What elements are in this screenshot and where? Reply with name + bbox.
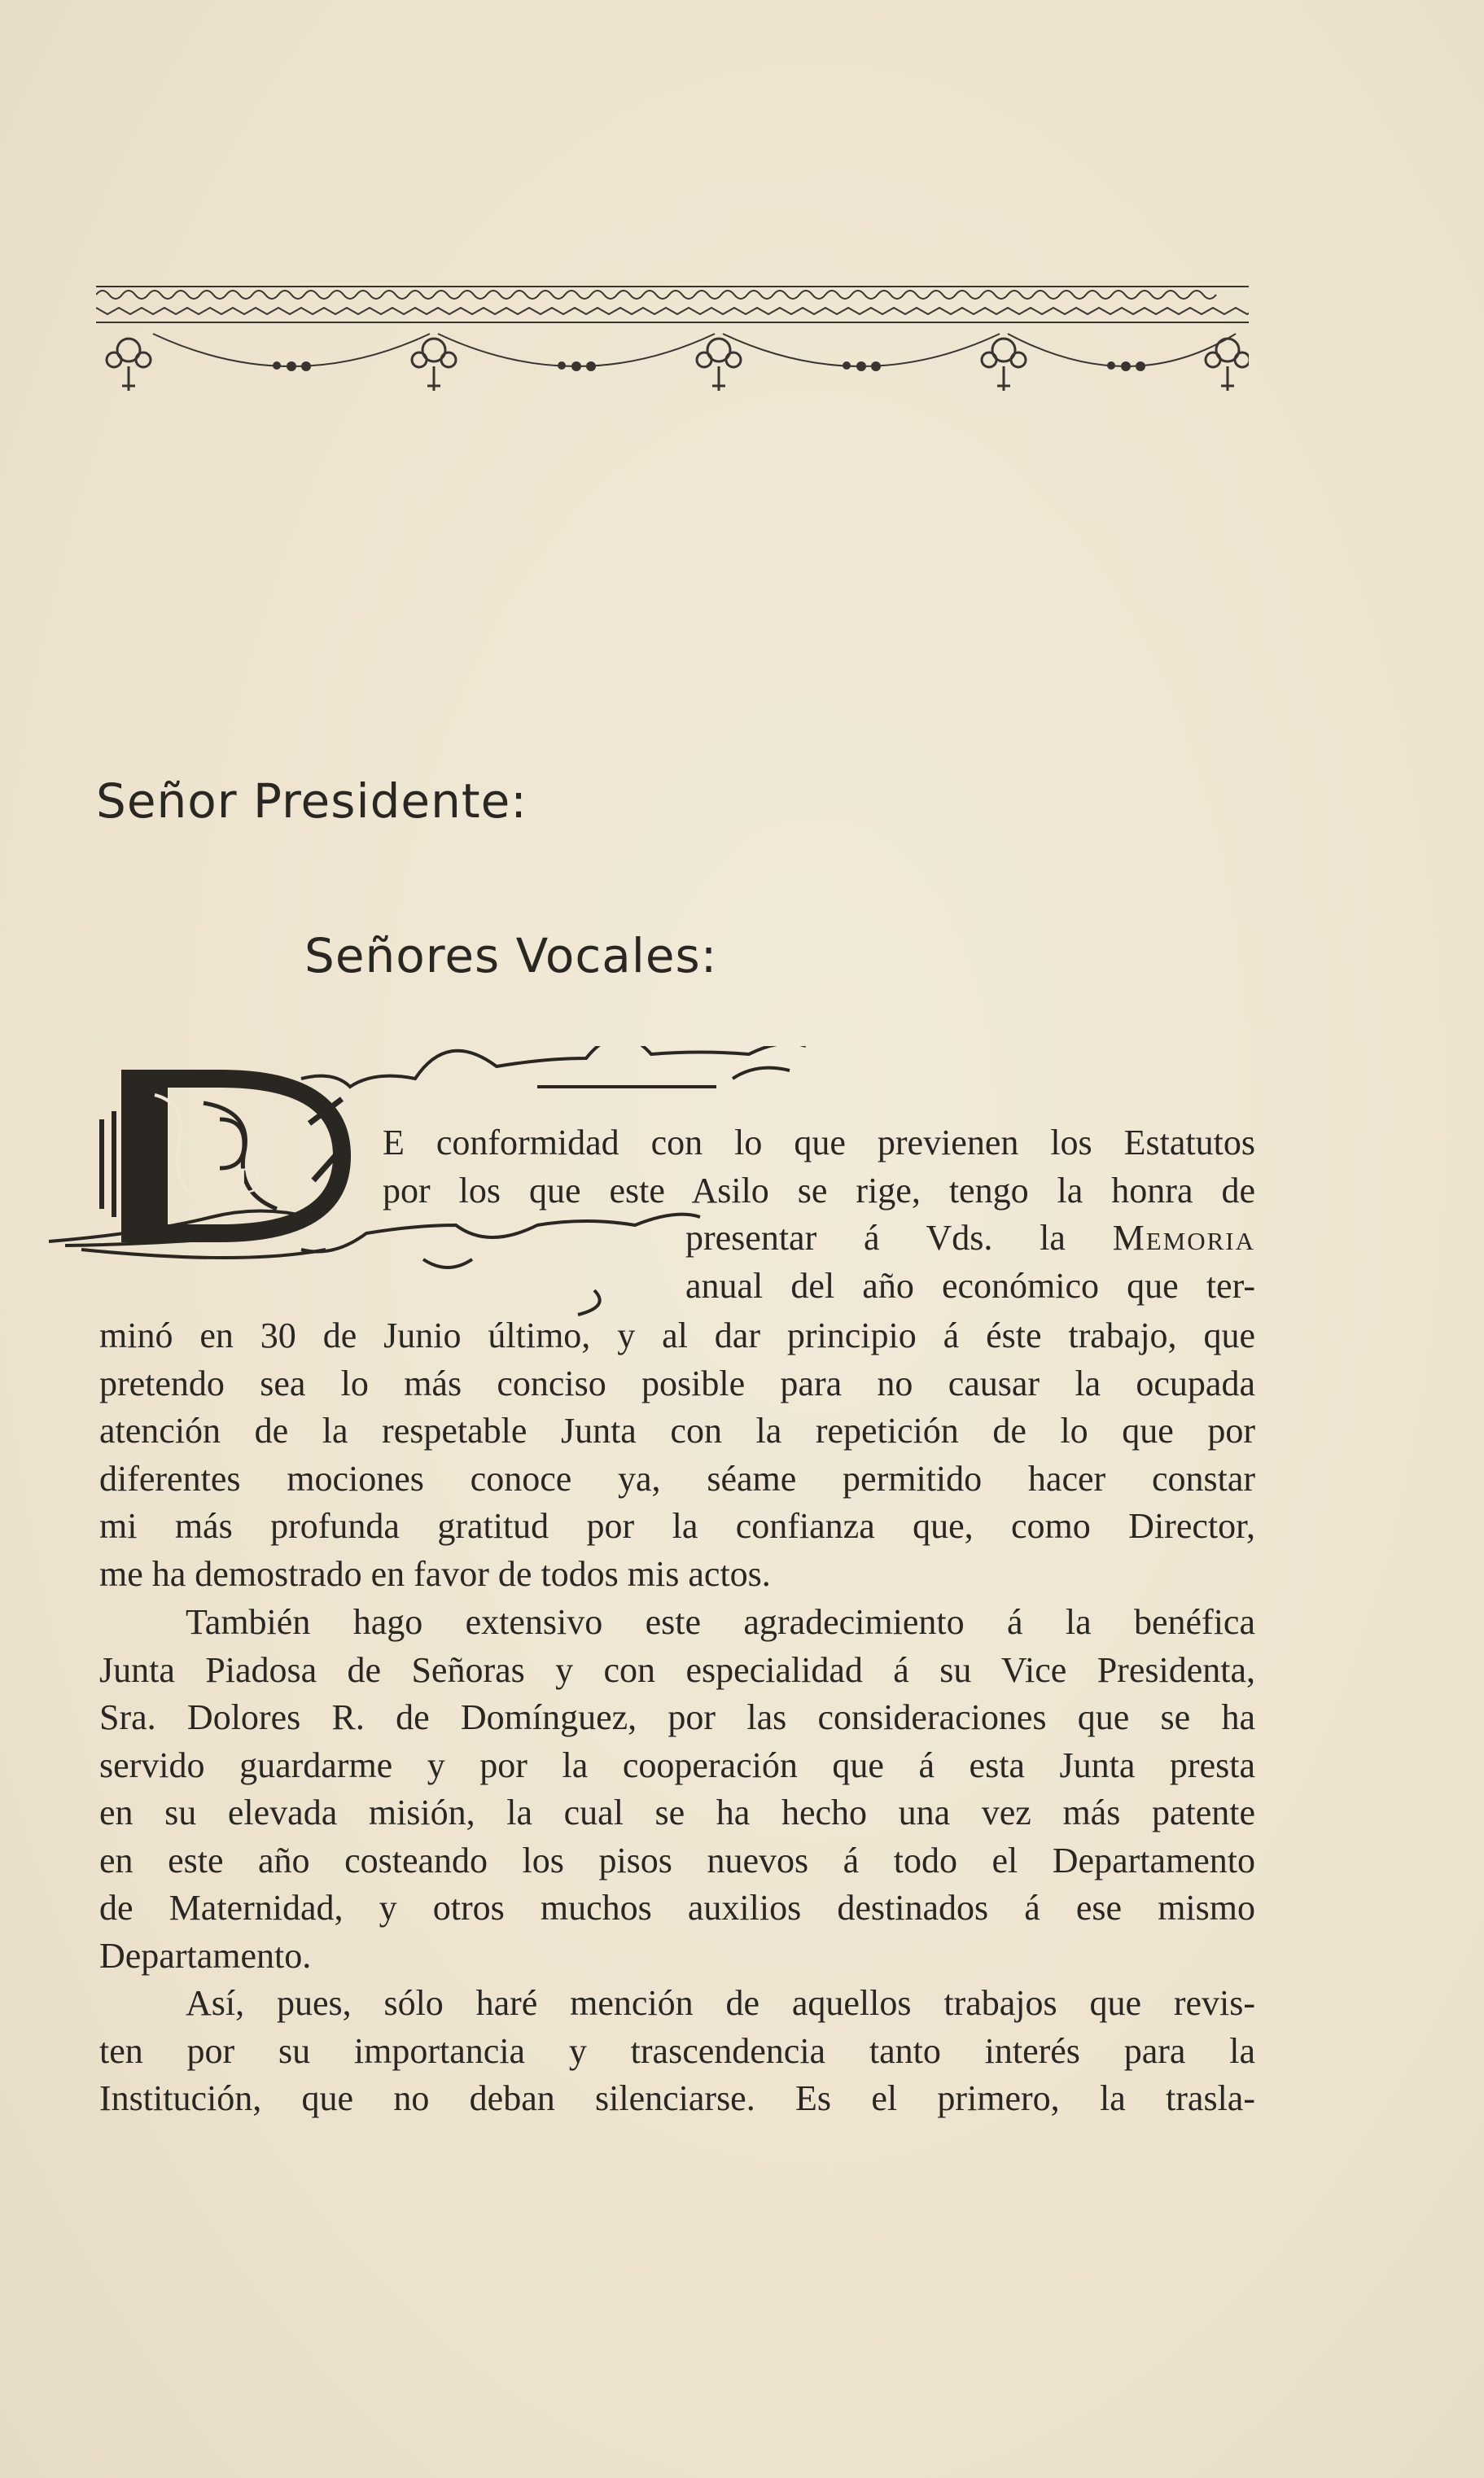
- paragraph-3: [99, 1980, 1255, 2123]
- svg-text:D: D: [236, 1163, 263, 1201]
- paragraph-line: mi más profunda gratitud por la confianza que, como Director,: [99, 1506, 1255, 1546]
- intro-line-2: por los que este Asilo se rige, tengo la honra de: [383, 1170, 1255, 1211]
- paragraph-line: atención de la respetable Junta con la repetición de lo que por: [99, 1411, 1255, 1451]
- paragraph-line: También hago extensivo este agradecimiento á la benéfica: [186, 1602, 1255, 1642]
- paragraph-1: [99, 1312, 1255, 1598]
- drop-cap-letter: [102, 1079, 346, 1233]
- intro-text-narrow: [685, 1215, 1255, 1310]
- headpiece-ornament: [96, 277, 1249, 423]
- paragraph-line: de Maternidad, y otros muchos auxilios destinados á ese mismo: [99, 1888, 1255, 1928]
- intro-line-4: anual del año económico que ter-: [685, 1265, 1255, 1306]
- paragraph-line: pretendo sea lo más conciso posible para no causar la ocupada: [99, 1363, 1255, 1403]
- paragraph-line: me ha demostrado en favor de todos mis actos.: [99, 1553, 771, 1594]
- paragraph-line: diferentes mociones conoce ya, séame permitido hacer constar: [99, 1458, 1255, 1499]
- intro-text: [383, 1119, 1255, 1215]
- paragraph-line: Departamento.: [99, 1935, 312, 1976]
- intro-line-1: E conformidad con lo que previenen los Estatutos: [383, 1123, 1255, 1162]
- paragraph-2: [99, 1599, 1255, 1980]
- memoria-word: Memoria: [1112, 1218, 1255, 1258]
- paragraph-line: en este año costeando los pisos nuevos á todo el Departamento: [99, 1840, 1255, 1880]
- paragraph-line: Junta Piadosa de Señoras y con especialidad á su Vice Presidenta,: [99, 1649, 1255, 1690]
- paragraph-line: Así, pues, sólo haré mención de aquellos trabajos que revis-: [186, 1983, 1255, 2023]
- paragraph-line: minó en 30 de Junio último, y al dar principio á éste trabajo, que: [99, 1316, 1255, 1355]
- intro-line-3: presentar á Vds. la Memoria: [685, 1218, 1255, 1258]
- paragraph-line: en su elevada misión, la cual se ha hecho una vez más patente: [99, 1793, 1255, 1832]
- paragraph-line: ten por su importancia y trascendencia tanto interés para la: [99, 2030, 1255, 2071]
- paragraph-line: Institución, que no deban silenciarse. Es el primero, la trasla-: [99, 2078, 1255, 2118]
- salutation-president: Señor Presidente:: [96, 773, 527, 829]
- salutation-vocales: Señores Vocales:: [304, 928, 718, 983]
- paragraph-line: servido guardarme y por la cooperación que á esta Junta presta: [99, 1745, 1255, 1785]
- paragraph-line: Sra. Dolores R. de Domínguez, por las consideraciones que se ha: [99, 1697, 1255, 1737]
